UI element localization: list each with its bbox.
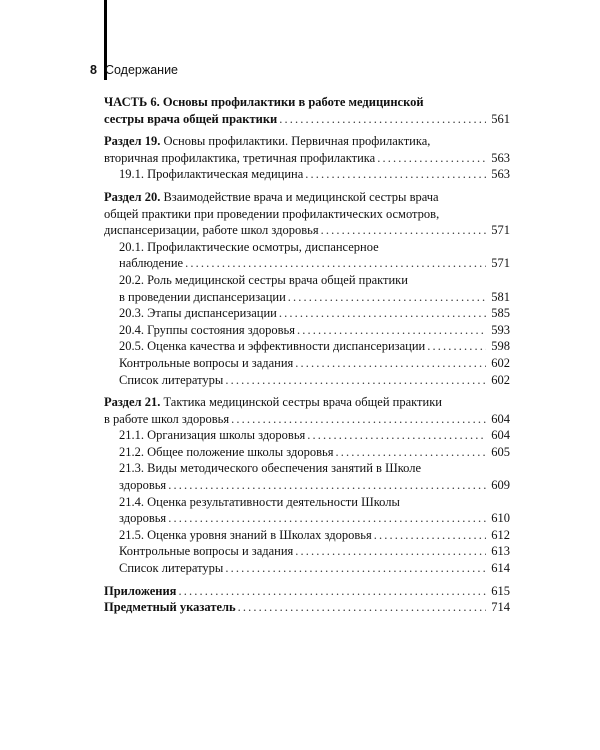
- leader-dots: [279, 111, 486, 128]
- toc-subsection-title-line1: 20.2. Роль медицинской сестры врача общей практики: [119, 272, 408, 287]
- toc-subsection-title: 20.3. Этапы диспансеризации: [119, 306, 277, 321]
- toc-page-number: 571: [491, 223, 510, 238]
- toc-page-number: 612: [491, 527, 510, 542]
- toc-page-number: 581: [491, 289, 510, 304]
- running-head-title: Содержание: [104, 63, 179, 77]
- toc-page-number: 602: [491, 372, 510, 387]
- toc-section-19[interactable]: [104, 133, 510, 166]
- toc-section-19-label: Раздел 19.: [104, 134, 161, 149]
- toc-subsection-20-2[interactable]: [104, 272, 510, 305]
- toc-subject-index-title: Предметный указатель: [104, 600, 236, 615]
- toc-appendices-title: Приложения: [104, 583, 177, 598]
- toc-page-number: 604: [491, 428, 510, 443]
- toc-appendices[interactable]: [104, 583, 510, 600]
- leader-dots: [225, 372, 486, 389]
- toc-subsection-20-4[interactable]: [104, 322, 510, 339]
- toc-section-20[interactable]: [104, 189, 510, 239]
- toc-review-questions-20[interactable]: [104, 355, 510, 372]
- toc-subsection-title-line1: 20.1. Профилактические осмотры, диспансерное: [119, 239, 379, 254]
- leader-dots: [295, 355, 486, 372]
- toc-part-6[interactable]: [104, 94, 510, 127]
- toc-page-number: 593: [491, 322, 510, 337]
- toc-subsection-title: 21.2. Общее положение школы здоровья: [119, 444, 334, 459]
- leader-dots: [185, 255, 486, 272]
- toc-subsection-title: 20.5. Оценка качества и эффективности диспансеризации: [119, 339, 426, 354]
- leader-dots: [168, 477, 486, 494]
- toc-subsection-title: 20.4. Группы состояния здоровья: [119, 322, 295, 337]
- leader-dots: [321, 222, 486, 239]
- toc-page-number: 563: [491, 150, 510, 165]
- toc-page-number: 571: [491, 256, 510, 271]
- leader-dots: [238, 599, 486, 616]
- toc-section-20-title-line3: диспансеризации, работе школ здоровья: [104, 223, 319, 238]
- leader-dots: [279, 305, 486, 322]
- toc-subsection-21-4[interactable]: [104, 494, 510, 527]
- toc-section-21-title-line1: Тактика медицинской сестры врача общей практики: [163, 395, 442, 410]
- toc-page-number: 602: [491, 355, 510, 370]
- toc-subsection-title-line2: наблюдение: [119, 256, 184, 271]
- leader-dots: [377, 150, 486, 167]
- leader-dots: [178, 583, 486, 600]
- leader-dots: [295, 543, 486, 560]
- toc-subsection-title: Контрольные вопросы и задания: [119, 544, 294, 559]
- toc-page-number: 585: [491, 306, 510, 321]
- toc-subsection-title: 19.1. Профилактическая медицина: [119, 167, 304, 182]
- toc-section-20-label: Раздел 20.: [104, 189, 161, 204]
- leader-dots: [225, 560, 486, 577]
- leader-dots: [335, 444, 486, 461]
- table-of-contents: [104, 94, 510, 616]
- leader-dots: [231, 411, 486, 428]
- toc-subsection-title-line2: здоровья: [119, 478, 167, 493]
- toc-page-number: 609: [491, 478, 510, 493]
- leader-dots: [297, 322, 486, 339]
- toc-review-questions-21[interactable]: [104, 543, 510, 560]
- toc-subsection-title-line1: 21.3. Виды методического обеспечения занятий в Школе: [119, 461, 422, 476]
- toc-subsection-21-1[interactable]: [104, 427, 510, 444]
- toc-subsection-title: 21.5. Оценка уровня знаний в Школах здоровья: [119, 527, 372, 542]
- toc-page-number: 605: [491, 444, 510, 459]
- leader-dots: [374, 527, 486, 544]
- toc-section-21-label: Раздел 21.: [104, 395, 161, 410]
- toc-subsection-20-1[interactable]: [104, 239, 510, 272]
- toc-subsection-20-5[interactable]: [104, 338, 510, 355]
- leader-dots: [307, 427, 486, 444]
- leader-dots: [427, 338, 486, 355]
- toc-subsection-21-2[interactable]: [104, 444, 510, 461]
- toc-page-number: 615: [491, 583, 510, 598]
- toc-subsection-title: 21.1. Организация школы здоровья: [119, 428, 306, 443]
- toc-section-21[interactable]: [104, 394, 510, 427]
- toc-subsection-title: Список литературы: [119, 372, 224, 387]
- toc-part-6-title-line2: сестры врача общей практики: [104, 111, 278, 126]
- toc-subsection-21-3[interactable]: [104, 460, 510, 493]
- toc-page-number: 561: [491, 111, 510, 126]
- toc-subsection-title-line1: 21.4. Оценка результативности деятельности Школы: [119, 494, 400, 509]
- toc-page-number: 604: [491, 411, 510, 426]
- leader-dots: [305, 166, 486, 183]
- toc-references-20[interactable]: [104, 372, 510, 389]
- toc-page-number: 714: [491, 600, 510, 615]
- toc-section-20-title-line1: Взаимодействие врача и медицинской сестры врача: [163, 189, 439, 204]
- toc-page-number: 563: [491, 167, 510, 182]
- toc-subsection-title-line2: в проведении диспансеризации: [119, 289, 286, 304]
- toc-section-21-title-line2: в работе школ здоровья: [104, 411, 230, 426]
- toc-subsection-19-1[interactable]: [104, 166, 510, 183]
- toc-references-21[interactable]: [104, 560, 510, 577]
- page-number: 8: [90, 63, 97, 77]
- leader-dots: [288, 289, 486, 306]
- toc-page-number: 614: [491, 561, 510, 576]
- toc-section-20-title-line2: общей практики при проведении профилактических осмотров,: [104, 206, 440, 221]
- leader-dots: [168, 510, 486, 527]
- toc-part-6-title-line1: ЧАСТЬ 6. Основы профилактики в работе медицинской: [104, 95, 424, 109]
- toc-page-number: 613: [491, 544, 510, 559]
- toc-page-number: 610: [491, 511, 510, 526]
- toc-subsection-title-line2: здоровья: [119, 511, 167, 526]
- toc-subsection-title: Список литературы: [119, 561, 224, 576]
- toc-page-number: 598: [491, 339, 510, 354]
- toc-subsection-21-5[interactable]: [104, 527, 510, 544]
- toc-section-19-title-line2: вторичная профилактика, третичная профилактика: [104, 150, 376, 165]
- running-head: [90, 63, 178, 77]
- toc-subsection-title: Контрольные вопросы и задания: [119, 355, 294, 370]
- toc-subject-index[interactable]: [104, 599, 510, 616]
- toc-section-19-title-line1: Основы профилактики. Первичная профилактика,: [163, 134, 431, 149]
- toc-subsection-20-3[interactable]: [104, 305, 510, 322]
